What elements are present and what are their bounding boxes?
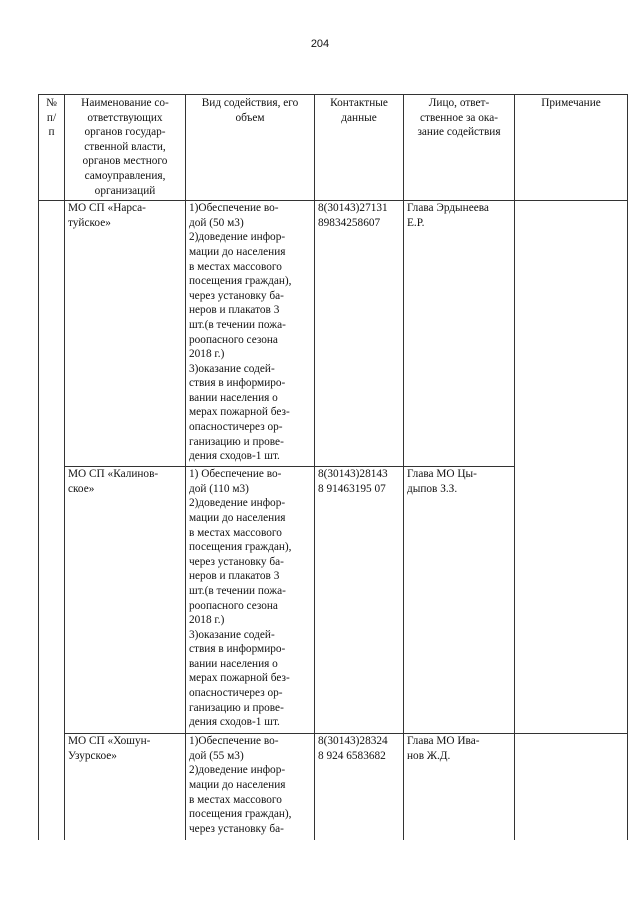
- table-header-row: [39, 95, 628, 201]
- header-note: Примечание: [515, 95, 628, 201]
- responsible-cell: Глава Эрдынеева Е.Р.: [404, 201, 515, 467]
- organization-cell: МО СП «Хошун- Узурское»: [65, 734, 186, 840]
- table-row: [39, 734, 628, 840]
- header-assistance: Вид содействия, его объем: [186, 95, 315, 201]
- assistance-table: [38, 94, 628, 840]
- contacts-cell: 8(30143)28143 8 91463195 07: [315, 467, 404, 734]
- organization-cell: МО СП «Калинов- ское»: [65, 467, 186, 734]
- page-number: 204: [310, 38, 330, 50]
- organization-cell: МО СП «Нарса- туйское»: [65, 201, 186, 467]
- header-number: № п/ п: [39, 95, 65, 201]
- contacts-cell: 8(30143)27131 89834258607: [315, 201, 404, 467]
- contacts-cell: 8(30143)28324 8 924 6583682: [315, 734, 404, 840]
- assistance-cell: 1) Обеспечение во- дой (110 м3) 2)доведение инфор- мации до населения в местах массового посещения граждан), через установку ба- неров и плакатов 3 шт.(в течении пожа- роопасного сезона 2018 г.) 3)оказание содей- ствия в информиро- вании населения о мерах пожарной без- опасностичерез ор- ганизацию и прове- дения сходов-1 шт.: [186, 467, 315, 734]
- responsible-cell: Глава МО Цы- дыпов З.З.: [404, 467, 515, 734]
- note-cell: [515, 734, 628, 840]
- header-responsible: Лицо, ответ- ственное за ока- зание содействия: [404, 95, 515, 201]
- header-contacts: Контактные данные: [315, 95, 404, 201]
- assistance-cell: 1)Обеспечение во- дой (55 м3) 2)доведение инфор- мации до населения в местах массового посещения граждан), через установку ба-: [186, 734, 315, 840]
- number-cell: [39, 201, 65, 840]
- responsible-cell: Глава МО Ива- нов Ж.Д.: [404, 734, 515, 840]
- note-cell: [515, 201, 628, 734]
- assistance-cell: 1)Обеспечение во- дой (50 м3) 2)доведение инфор- мации до населения в местах массового посещения граждан), через установку ба- неров и плакатов 3 шт.(в течении пожа- роопасного сезона 2018 г.) 3)оказание содей- ствия в информиро- вании населения о мерах пожарной без- опасностичерез ор- ганизацию и прове- дения сходов-1 шт.: [186, 201, 315, 467]
- table-row: [39, 201, 628, 467]
- header-organization: Наименование со- ответствующих органов государ- ственной власти, органов местного самоуправления, организаций: [65, 95, 186, 201]
